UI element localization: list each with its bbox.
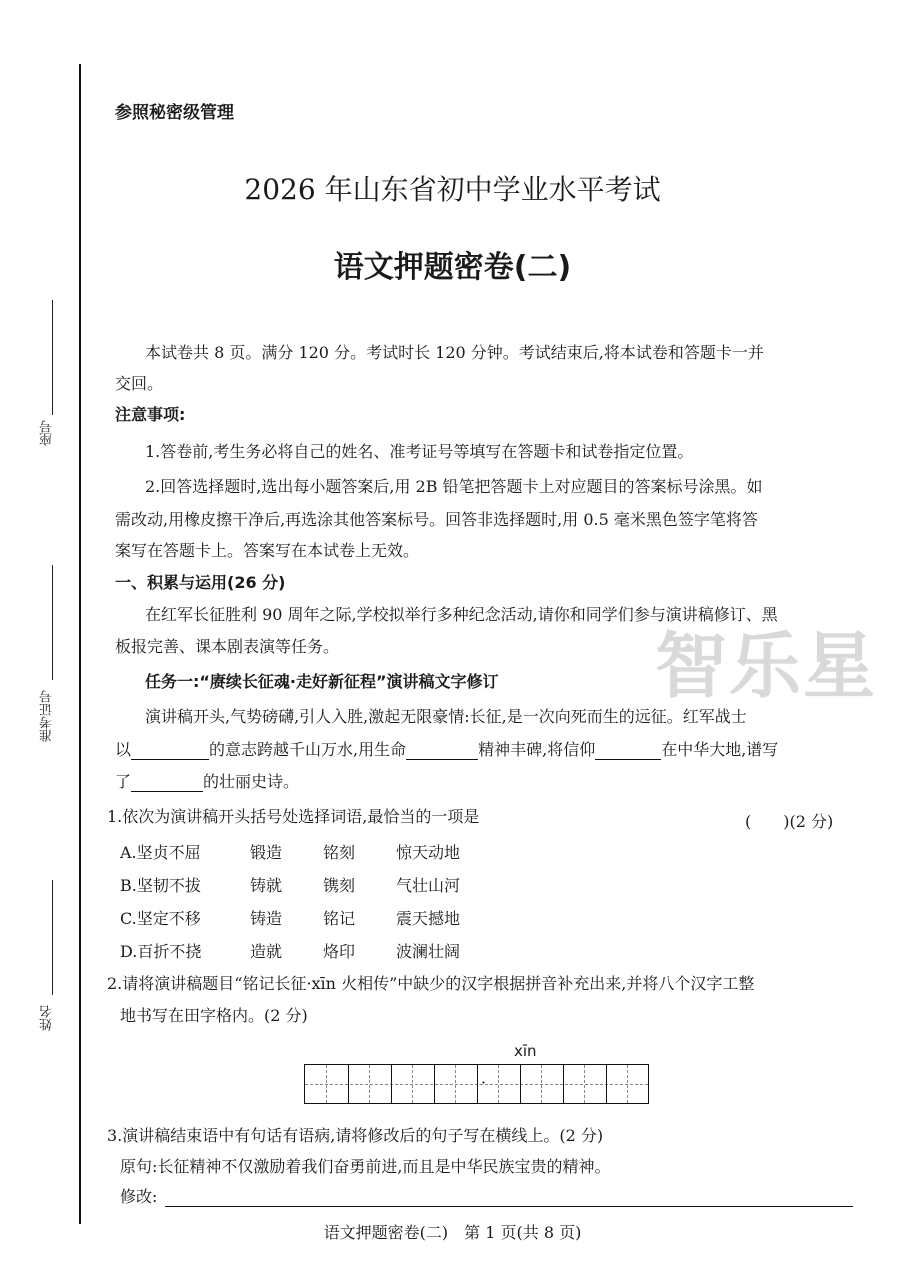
q1-option-b-word: 镌刻: [323, 876, 356, 895]
q1-option-d-word: 波澜壮阔: [396, 942, 461, 961]
q1-stem: 1.依次为演讲稿开头括号处选择词语,最恰当的一项是: [107, 807, 480, 826]
q1-option-a-label: A.坚贞不屈: [120, 843, 201, 862]
speech-line-2: [115, 740, 778, 760]
q2-stem-line-2: 地书写在田字格内。(2 分): [120, 1006, 308, 1025]
q3-answer-line[interactable]: [165, 1206, 853, 1207]
q1-option-b-label: B.坚韧不拔: [120, 876, 201, 895]
grid-cell-border: [520, 1065, 521, 1103]
grid-dash: [627, 1065, 628, 1103]
q1-score: ( )(2 分): [745, 812, 834, 831]
notes-item-2-line-3: 案写在答题卡上。答案写在本试卷上无效。: [115, 541, 420, 560]
intro-line-1: 本试卷共 8 页。满分 120 分。考试时长 120 分钟。考试结束后,将本试卷和答题卡一并: [145, 343, 764, 362]
exam-id-label: 准考证号: [40, 690, 55, 742]
notes-heading: 注意事项:: [115, 405, 186, 424]
q1-option-a-word: 惊天动地: [396, 843, 461, 862]
watermark-logo: 智乐星: [655, 624, 878, 708]
speech-text: 在中华大地,谱写: [661, 740, 779, 759]
q1-option-b-word: 铸就: [250, 876, 283, 895]
q1-option-a-word: 铭刻: [323, 843, 356, 862]
q1-option-c-word: 铭记: [323, 909, 356, 928]
blank-3: [595, 743, 661, 760]
exam-id-underline: [52, 565, 53, 680]
speech-line-1: 演讲稿开头,气势磅礴,引人入胜,激起无限豪情:长征,是一次向死而生的远征。红军战士: [145, 707, 747, 726]
notes-item-2-line-1: 2.回答选择题时,选出每小题答案后,用 2B 铅笔把答题卡上对应题目的答案标号涂黑。如: [145, 477, 763, 496]
blank-1: [131, 743, 209, 760]
q1-option-d-label: D.百折不挠: [120, 942, 202, 961]
tianzige-grid[interactable]: [304, 1064, 649, 1104]
grid-dot: ·: [481, 1073, 487, 1092]
name-label: 姓名: [40, 1005, 55, 1031]
notes-item-1: 1.答卷前,考生务必将自己的姓名、准考证号等填写在答题卡和试卷指定位置。: [145, 442, 694, 461]
grid-cell-border: [348, 1065, 349, 1103]
grid-cell-border: [606, 1065, 607, 1103]
section-1-heading: 一、积累与运用(26 分): [115, 573, 286, 592]
section-1-intro-line-1: 在红军长征胜利 90 周年之际,学校拟举行多种纪念活动,请你和同学们参与演讲稿修订、黑: [145, 605, 778, 624]
q3-stem: 3.演讲稿结束语中有句话有语病,请将修改后的句子写在横线上。(2 分): [107, 1126, 604, 1145]
binding-margin-line: [79, 64, 81, 1224]
notes-item-2-line-2: 需改动,用橡皮擦干净后,再选涂其他答案标号。回答非选择题时,用 0.5 毫米黑色签字笔将答: [115, 510, 758, 529]
speech-text: 精神丰碑,将信仰: [478, 740, 596, 759]
task-1-heading: 任务一:“赓续长征魂·走好新征程”演讲稿文字修订: [145, 672, 499, 691]
seat-label: 座号: [40, 420, 55, 446]
speech-text: 的意志跨越千山万水,用生命: [209, 740, 407, 759]
grid-cell-border: [434, 1065, 435, 1103]
q1-option-c-word: 铸造: [250, 909, 283, 928]
q1-option-c-word: 震天撼地: [396, 909, 461, 928]
speech-text: 的壮丽史诗。: [203, 772, 300, 791]
grid-cell-border: [477, 1065, 478, 1103]
speech-text: 了: [115, 772, 132, 791]
blank-2: [406, 743, 478, 760]
q3-revise-label: 修改:: [120, 1187, 158, 1206]
exam-title: 2026 年山东省初中学业水平考试: [244, 173, 661, 206]
grid-dash: [369, 1065, 370, 1103]
grid-dash: [498, 1065, 499, 1103]
paper-title: 语文押题密卷(二): [333, 250, 572, 285]
grid-cell-border: [391, 1065, 392, 1103]
name-underline: [52, 880, 53, 995]
grid-dash: [584, 1065, 585, 1103]
speech-text: 以: [115, 740, 132, 759]
q1-option-a-word: 锻造: [250, 843, 283, 862]
grid-dash: [455, 1065, 456, 1103]
grid-dash: [541, 1065, 542, 1103]
grid-cell-border: [563, 1065, 564, 1103]
speech-line-3: [115, 772, 299, 792]
intro-line-2: 交回。: [115, 374, 164, 393]
seat-underline: [52, 300, 53, 415]
q2-pinyin: xīn: [514, 1042, 537, 1060]
q1-option-d-word: 烙印: [323, 942, 356, 961]
page-footer: 语文押题密卷(二) 第 1 页(共 8 页): [323, 1223, 582, 1242]
section-1-intro-line-2: 板报完善、课本剧表演等任务。: [115, 637, 340, 656]
q1-option-b-word: 气壮山河: [396, 876, 461, 895]
blank-4: [131, 775, 203, 792]
grid-dash: [412, 1065, 413, 1103]
q2-stem-line-1: 2.请将演讲稿题目“铭记长征·xīn 火相传”中缺少的汉字根据拼音补充出来,并将八个汉字工整: [107, 974, 755, 993]
secret-level: 参照秘密级管理: [115, 103, 234, 123]
q1-option-d-word: 造就: [250, 942, 283, 961]
q1-option-c-label: C.坚定不移: [120, 909, 201, 928]
q3-original-sentence: 原句:长征精神不仅激励着我们奋勇前进,而且是中华民族宝贵的精神。: [120, 1157, 611, 1176]
grid-dash: [326, 1065, 327, 1103]
